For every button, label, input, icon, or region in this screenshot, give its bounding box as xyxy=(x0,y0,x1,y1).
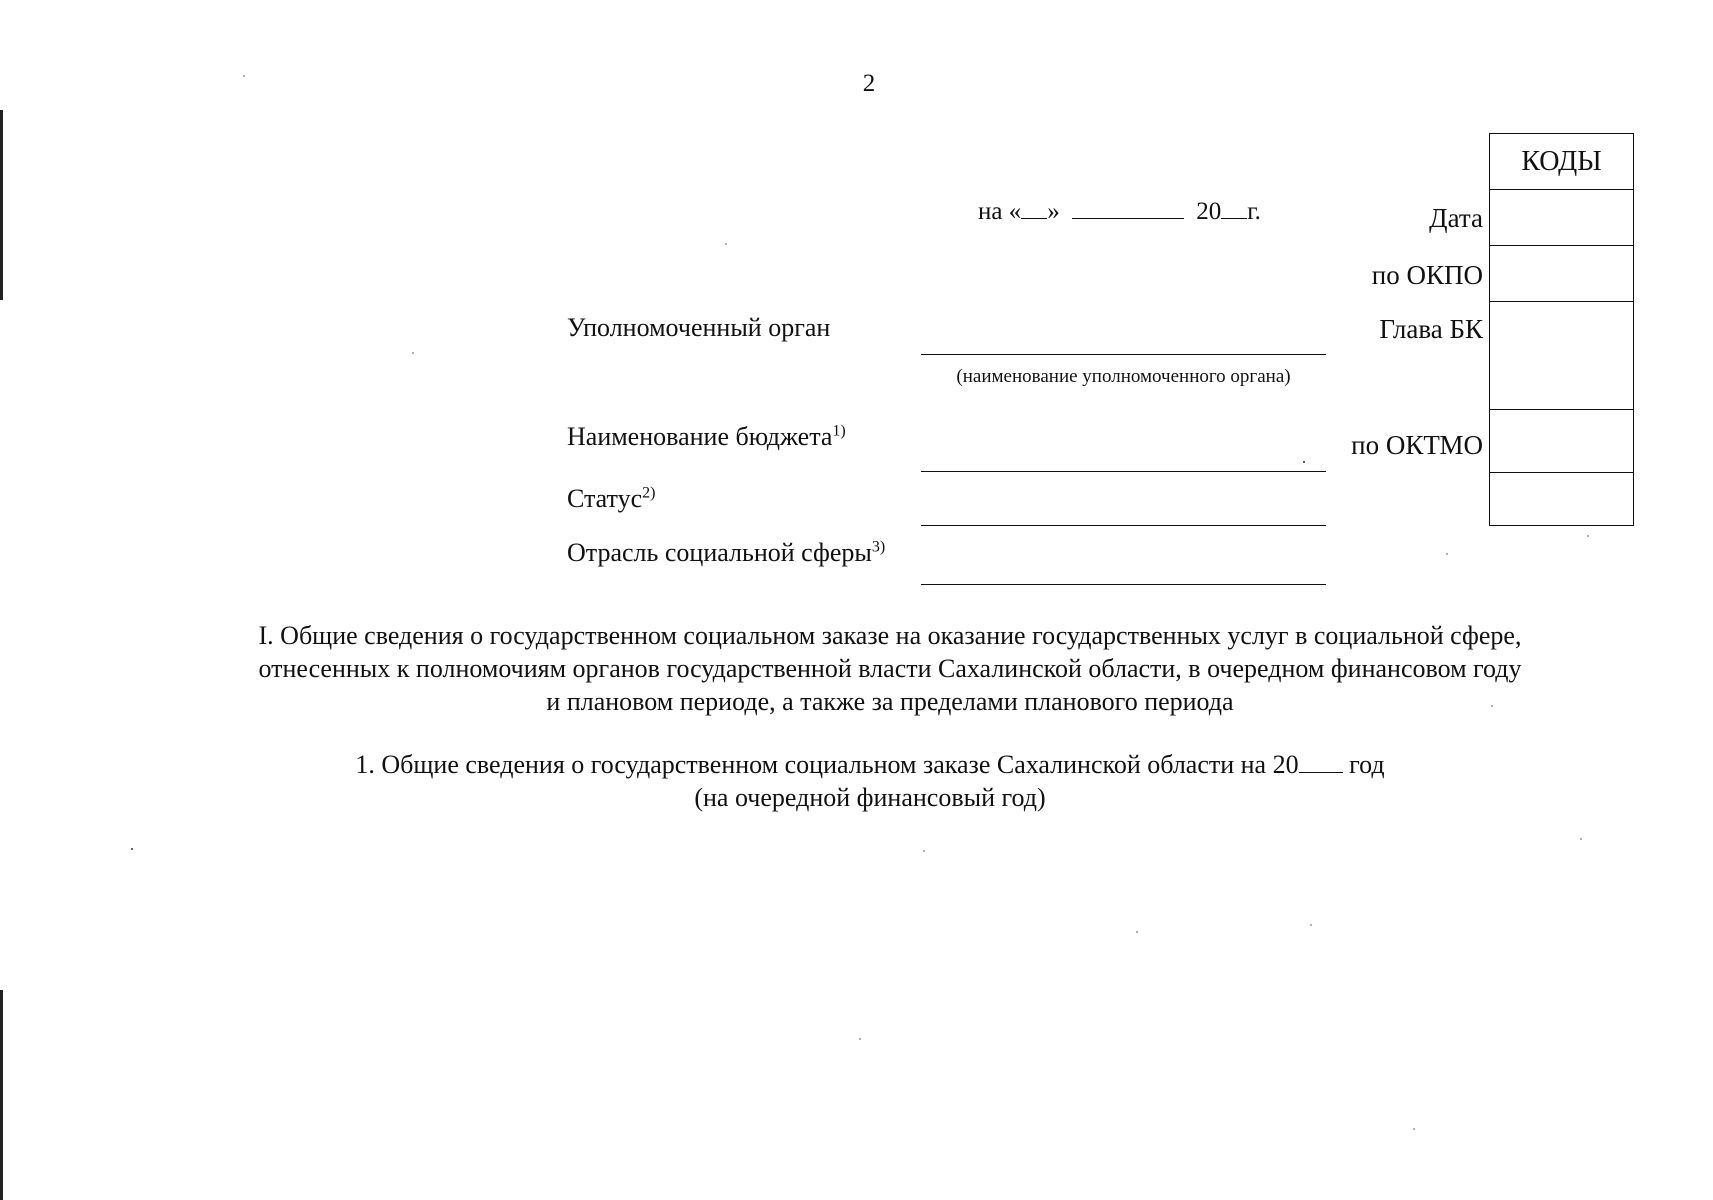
budget-name-label xyxy=(567,422,846,452)
subsection-one-line-1 xyxy=(200,748,1540,781)
day-blank xyxy=(1021,198,1047,219)
status-label xyxy=(567,484,655,514)
authorized-body-line[interactable] xyxy=(921,353,1326,355)
year-blank xyxy=(1221,198,1247,219)
subsection-one-suffix: год xyxy=(1342,750,1385,779)
codes-table xyxy=(1489,133,1634,526)
status-text: Статус xyxy=(567,484,643,513)
scan-speck xyxy=(923,850,925,852)
subsection-one-line-2: (на очередной финансовый год) xyxy=(694,783,1046,812)
date-suffix: г. xyxy=(1247,198,1261,225)
budget-name-line[interactable] xyxy=(921,470,1326,472)
section-one-title xyxy=(180,619,1600,718)
social-sector-label xyxy=(567,538,885,568)
month-blank xyxy=(1072,198,1184,219)
code-label-okpo: по ОКПО xyxy=(1371,260,1483,290)
scan-edge-mark xyxy=(0,990,3,1200)
authorized-body-hint: (наименование уполномоченного органа) xyxy=(956,366,1291,387)
scan-speck xyxy=(1303,461,1305,463)
scan-speck xyxy=(859,1038,861,1040)
status-line[interactable] xyxy=(921,524,1326,526)
social-sector-text: Отрасль социальной сферы xyxy=(567,538,872,567)
social-sector-footnote: 3) xyxy=(871,538,886,556)
scan-speck xyxy=(1136,931,1138,933)
social-sector-line[interactable] xyxy=(921,583,1326,585)
code-cell-chapter-bk[interactable] xyxy=(1490,302,1633,410)
budget-name-text: Наименование бюджета xyxy=(567,422,833,451)
page-number: 2 xyxy=(862,70,876,97)
date-quote-close: » xyxy=(1047,198,1060,225)
scan-speck xyxy=(1446,553,1448,555)
year-prefix: 20 xyxy=(1196,198,1222,225)
scan-speck xyxy=(1491,705,1493,707)
scan-speck xyxy=(1310,924,1312,926)
section-one-line: и плановом периоде, а также за пределами планового периода xyxy=(546,687,1234,716)
code-cell-oktmo[interactable] xyxy=(1490,410,1633,473)
scan-speck xyxy=(1587,535,1589,537)
section-one-line: I. Общие сведения о государственном социальном заказе на оказание государственных услуг в социальной сфере, xyxy=(258,621,1522,650)
scan-speck xyxy=(725,243,727,245)
code-cell-okpo[interactable] xyxy=(1490,246,1633,302)
code-label-oktmo: по ОКТМО xyxy=(1351,430,1483,460)
code-label-date: Дата xyxy=(1429,203,1483,233)
subsection-one-prefix: 1. Общие сведения о государственном социальном заказе Сахалинской области на 20 xyxy=(355,750,1299,779)
date-prefix: на « xyxy=(978,198,1022,225)
scan-edge-mark xyxy=(0,110,3,300)
document-date-line xyxy=(978,198,1261,226)
scan-speck xyxy=(131,848,133,850)
scan-speck xyxy=(243,75,245,77)
subsection-year-blank xyxy=(1299,752,1343,773)
scan-speck xyxy=(1580,838,1582,840)
scan-speck xyxy=(1413,1128,1415,1130)
status-footnote: 2) xyxy=(642,484,656,502)
code-cell-extra[interactable] xyxy=(1490,473,1633,525)
authorized-body-label: Уполномоченный орган xyxy=(567,313,831,342)
section-one-line: отнесенных к полномочиям органов государственной власти Сахалинской области, в очередном финансовом году xyxy=(258,654,1522,683)
code-cell-date[interactable] xyxy=(1490,190,1633,246)
scan-speck xyxy=(412,352,414,354)
subsection-one-title xyxy=(200,748,1540,814)
budget-name-footnote: 1) xyxy=(832,422,846,440)
code-label-chapter-bk: Глава БК xyxy=(1379,314,1483,344)
codes-header: КОДЫ xyxy=(1490,134,1633,190)
